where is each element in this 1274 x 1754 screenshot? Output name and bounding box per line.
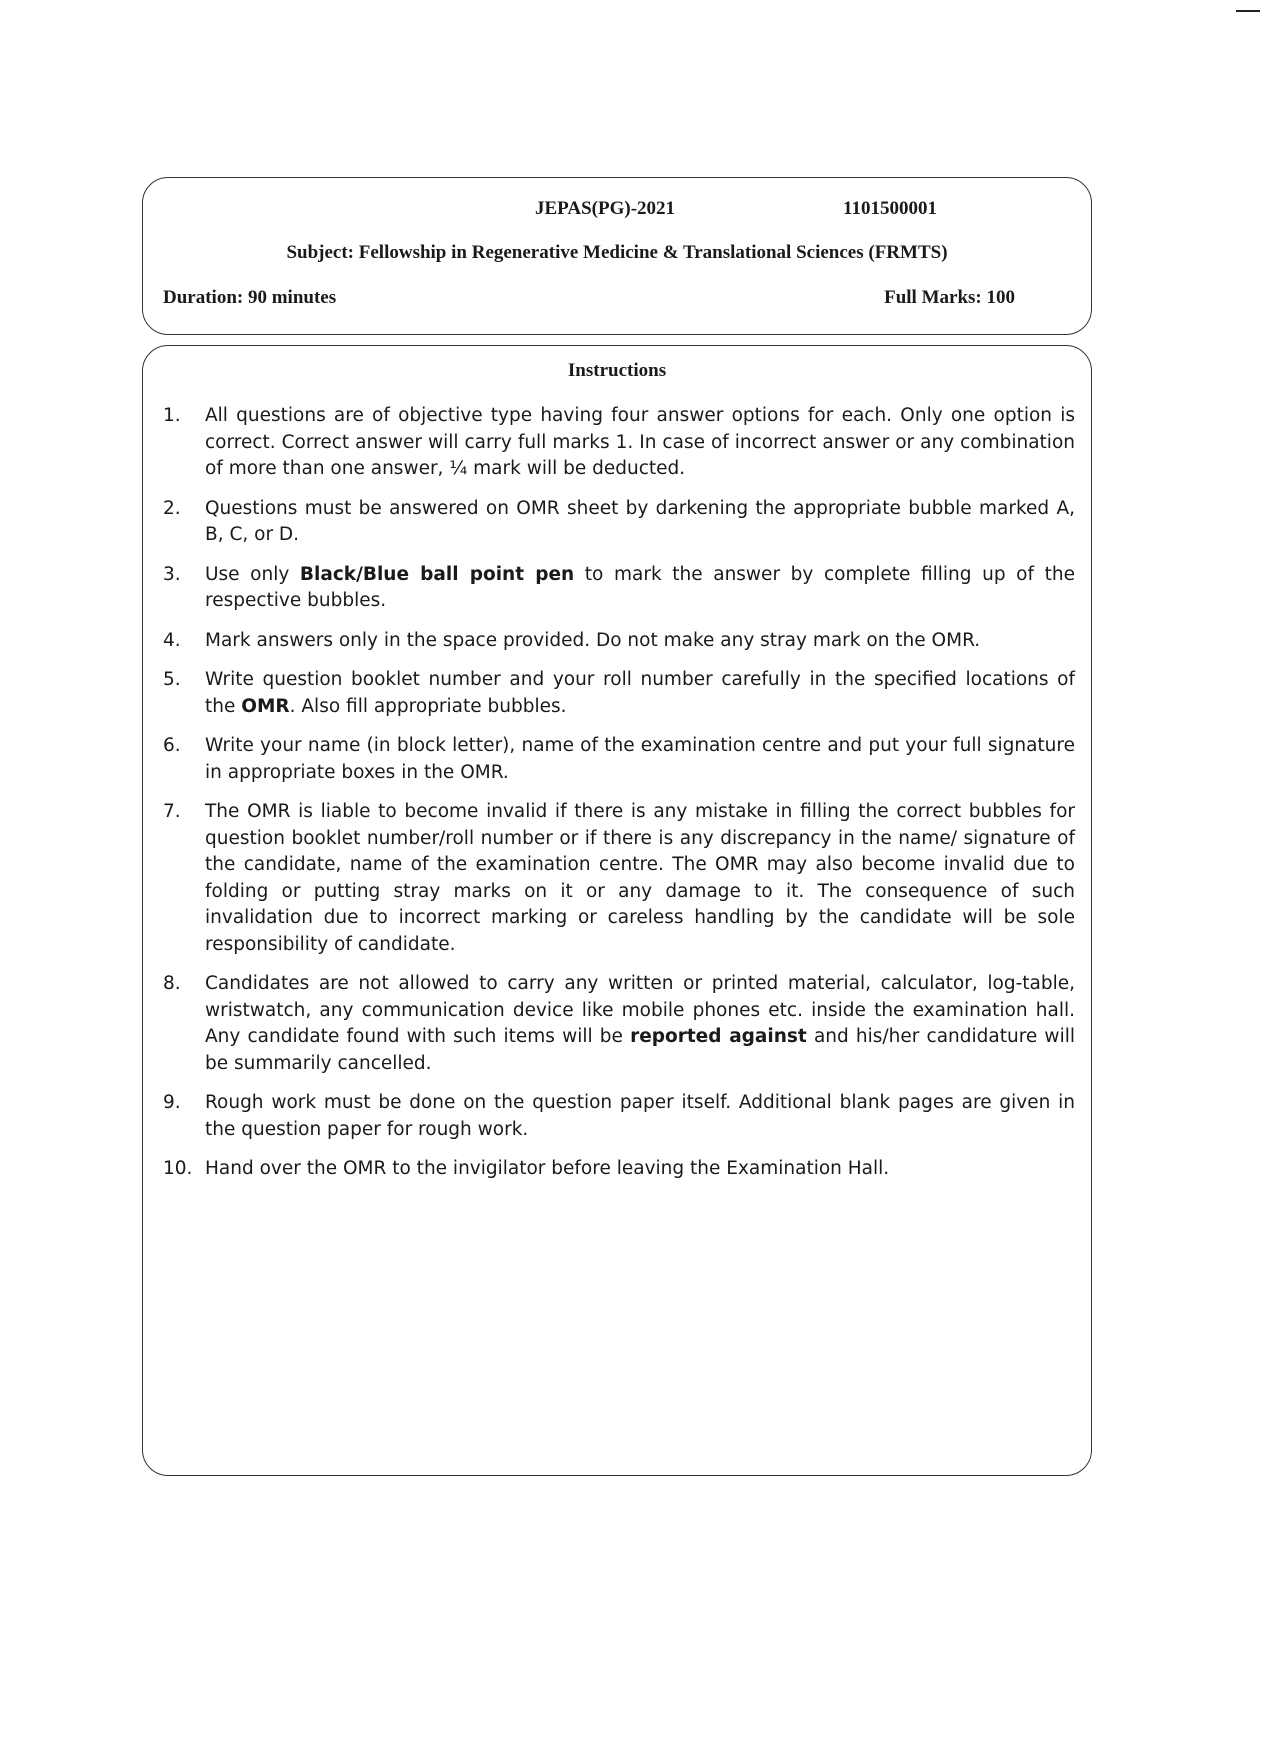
instruction-text bbox=[205, 405, 1075, 479]
instruction-text-part: The OMR is liable to become invalid if there is any mistake in filling the correct bubbles for question booklet number/roll number or if there is any discrepancy in the name/ signature of the candidate, name of the examination centre. The OMR may also become invalid due to folding or putting stray marks on it or any damage to it. The consequence of such invalidation due to incorrect marking or careless handling by the candidate will be sole responsibility of candidate. bbox=[205, 801, 1075, 955]
instruction-text-part: Candidates are not allowed to carry any written or printed material, calculator, log-table, wristwatch, any communication device like mobile phones etc. inside the examination hall. Any candidate found with such items will be bbox=[205, 973, 1075, 1047]
instruction-emphasis: OMR bbox=[241, 695, 290, 717]
instructions-box bbox=[142, 345, 1092, 1476]
instruction-text-part: and his/her candidature will be summarily cancelled. bbox=[205, 1026, 1075, 1074]
exam-subject: Subject: Fellowship in Regenerative Medicine & Translational Sciences (FRMTS) bbox=[286, 242, 948, 263]
instruction-item bbox=[163, 1156, 1075, 1183]
instruction-text-part: Mark answers only in the space provided. Do not make any stray mark on the OMR. bbox=[205, 629, 981, 651]
instruction-number: 7. bbox=[163, 801, 181, 822]
instruction-item bbox=[163, 562, 1075, 615]
instruction-number: 3. bbox=[163, 563, 181, 585]
instruction-text bbox=[205, 498, 1075, 546]
instruction-text-part: Write your name (in block letter), name of the examination centre and put your full signature in appropriate boxes in the OMR. bbox=[205, 735, 1075, 783]
instruction-text-part: Hand over the OMR to the invigilator before leaving the Examination Hall. bbox=[205, 1158, 890, 1179]
instruction-text bbox=[205, 801, 1075, 955]
instruction-item bbox=[163, 733, 1075, 786]
instructions-list bbox=[163, 403, 1075, 1196]
instruction-item bbox=[163, 403, 1075, 483]
instruction-text-part: to mark the answer by complete filling up of the respective bubbles. bbox=[205, 563, 1075, 611]
exam-code: JEPAS(PG)-2021 bbox=[535, 198, 676, 219]
page-corner-mark bbox=[1236, 10, 1260, 12]
instruction-text-part: All questions are of objective type having four answer options for each. Only one option is correct. Correct answer will carry full marks 1. In case of incorrect answer or any combination of more than one answer, ¼ mark will be deducted. bbox=[205, 405, 1075, 479]
instruction-text bbox=[205, 564, 1075, 612]
instruction-text-part: Rough work must be done on the question paper itself. Additional blank pages are given in the question paper for rough work. bbox=[205, 1092, 1075, 1140]
instruction-item bbox=[163, 496, 1075, 549]
instruction-number: 8. bbox=[163, 973, 181, 994]
instruction-number: 5. bbox=[163, 669, 181, 690]
instruction-text bbox=[205, 1158, 889, 1179]
booklet-number: 1101500001 bbox=[843, 198, 937, 219]
instruction-number: 10. bbox=[163, 1158, 193, 1179]
instruction-text-part: Questions must be answered on OMR sheet by darkening the appropriate bubble marked A, B, C, or D. bbox=[205, 497, 1075, 545]
instruction-text bbox=[205, 735, 1075, 783]
exam-header-box bbox=[142, 177, 1092, 335]
full-marks: Full Marks: 100 bbox=[884, 287, 1015, 308]
instruction-item bbox=[163, 799, 1075, 958]
instruction-emphasis: reported against bbox=[630, 1026, 807, 1047]
instruction-text-part: Write question booklet number and your roll number carefully in the specified locations of the bbox=[205, 669, 1075, 717]
instruction-text-part: Use only bbox=[205, 563, 300, 585]
instruction-number: 6. bbox=[163, 735, 181, 756]
exam-duration: Duration: 90 minutes bbox=[163, 287, 337, 308]
instruction-item bbox=[163, 628, 1075, 655]
instructions-title: Instructions bbox=[567, 360, 667, 381]
instruction-number: 9. bbox=[163, 1092, 181, 1113]
instruction-number: 2. bbox=[163, 497, 181, 519]
instruction-number: 1. bbox=[163, 405, 181, 426]
instruction-text bbox=[205, 973, 1075, 1074]
instruction-item bbox=[163, 1090, 1075, 1143]
instruction-emphasis: Black/Blue ball point pen bbox=[299, 563, 575, 585]
instruction-text-part: . Also fill appropriate bubbles. bbox=[289, 695, 567, 717]
instruction-number: 4. bbox=[163, 629, 181, 651]
instruction-text bbox=[205, 630, 980, 651]
instruction-text bbox=[205, 1092, 1075, 1140]
instruction-item bbox=[163, 667, 1075, 720]
instruction-item bbox=[163, 971, 1075, 1077]
instruction-text bbox=[205, 669, 1075, 717]
